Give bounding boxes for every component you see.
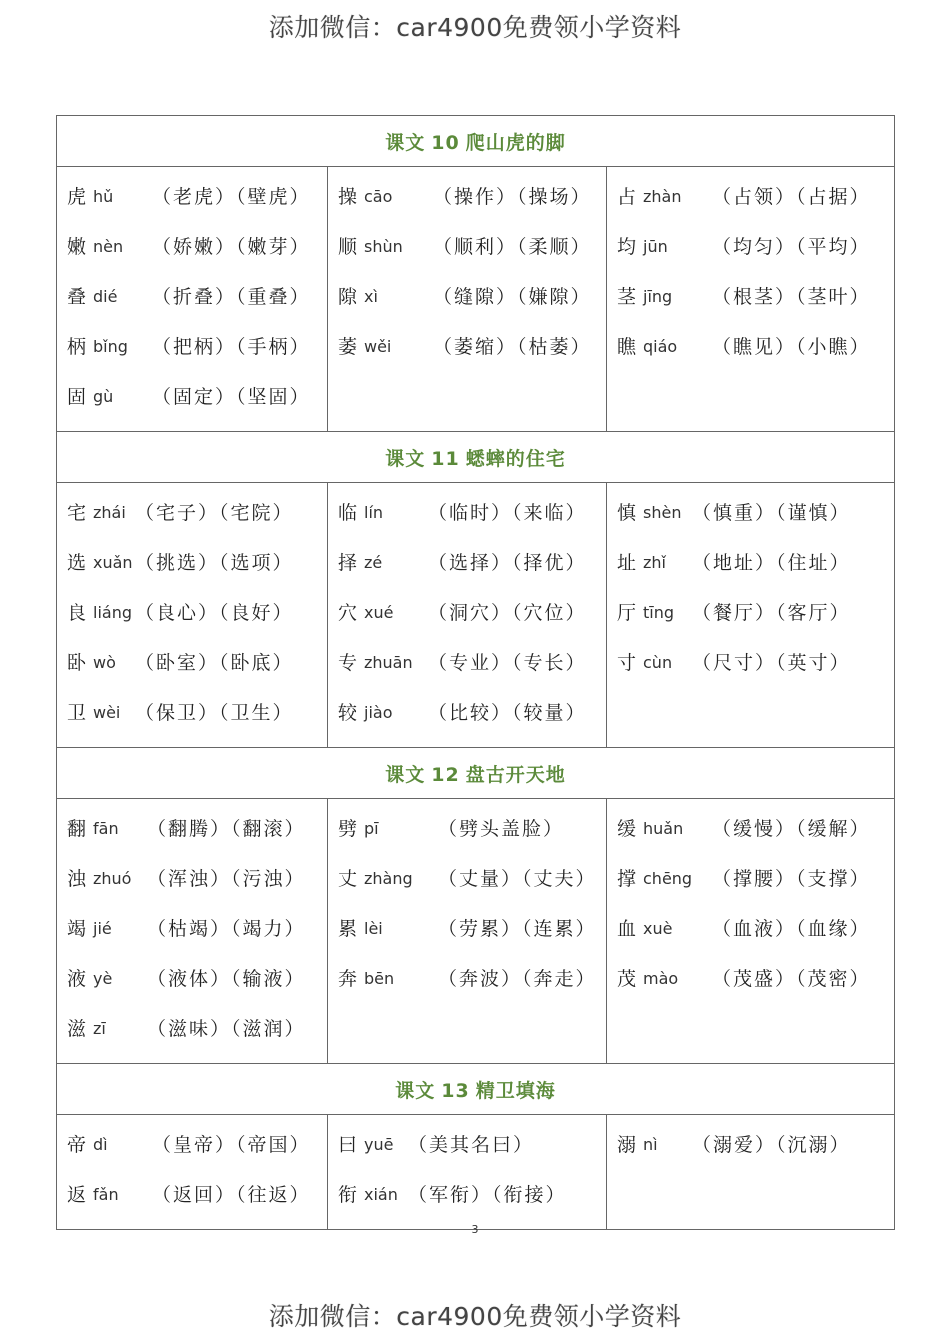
word-entry bbox=[328, 173, 606, 223]
example-words: （比较）（较量） bbox=[428, 702, 587, 724]
lesson-words-row bbox=[57, 1115, 895, 1230]
character: 卫 bbox=[67, 702, 87, 724]
word-entry bbox=[328, 955, 606, 1005]
character: 液 bbox=[67, 968, 87, 990]
character: 临 bbox=[338, 502, 358, 524]
example-words: （血液）（血缘） bbox=[712, 918, 871, 940]
pinyin: cāo bbox=[364, 187, 393, 206]
word-entry bbox=[57, 173, 327, 223]
word-entry bbox=[328, 1171, 606, 1221]
word-entry bbox=[328, 539, 606, 589]
example-words: （液体）（输液） bbox=[147, 968, 306, 990]
pinyin: cùn bbox=[643, 653, 673, 672]
pinyin: pī bbox=[364, 819, 379, 838]
character: 累 bbox=[338, 918, 358, 940]
word-entry bbox=[57, 639, 327, 689]
example-words: （缓慢）（缓解） bbox=[712, 818, 871, 840]
character: 占 bbox=[617, 186, 637, 208]
character: 瞧 bbox=[617, 336, 637, 358]
pinyin: shèn bbox=[643, 503, 682, 522]
pinyin: xì bbox=[364, 287, 378, 306]
character: 翻 bbox=[67, 818, 87, 840]
word-entry bbox=[607, 955, 894, 1005]
word-column bbox=[328, 483, 607, 748]
lesson-prefix: 课文 bbox=[385, 131, 426, 154]
pinyin: hǔ bbox=[93, 187, 114, 206]
character: 操 bbox=[338, 186, 358, 208]
example-words: （缝隙）（嫌隙） bbox=[433, 286, 592, 308]
character: 浊 bbox=[67, 868, 87, 890]
example-words: （军衔）（衔接） bbox=[408, 1184, 567, 1206]
pinyin: mào bbox=[643, 969, 679, 988]
character: 萎 bbox=[338, 336, 358, 358]
lesson-name: 蟋蟀的住宅 bbox=[465, 447, 566, 470]
example-words: （撑腰）（支撑） bbox=[712, 868, 871, 890]
pinyin: zhuó bbox=[93, 869, 132, 888]
word-entry bbox=[328, 905, 606, 955]
word-entry bbox=[328, 855, 606, 905]
word-entry bbox=[607, 323, 894, 373]
word-entry bbox=[57, 589, 327, 639]
character: 返 bbox=[67, 1184, 87, 1206]
pinyin: huǎn bbox=[643, 819, 684, 838]
pinyin: wěi bbox=[364, 337, 392, 356]
example-words: （娇嫩）（嫩芽） bbox=[152, 236, 311, 258]
character: 茂 bbox=[617, 968, 637, 990]
word-entry bbox=[607, 1121, 894, 1171]
word-entry bbox=[607, 589, 894, 639]
pinyin: nèn bbox=[93, 237, 124, 256]
pinyin: lín bbox=[364, 503, 384, 522]
word-entry bbox=[328, 489, 606, 539]
character: 选 bbox=[67, 552, 87, 574]
character: 血 bbox=[617, 918, 637, 940]
page-number: 3 bbox=[471, 1223, 479, 1236]
lesson-name: 盘古开天地 bbox=[465, 763, 566, 786]
word-entry bbox=[328, 323, 606, 373]
pinyin: yè bbox=[93, 969, 113, 988]
word-entry bbox=[57, 1121, 327, 1171]
pinyin: qiáo bbox=[643, 337, 678, 356]
example-words: （劳累）（连累） bbox=[438, 918, 597, 940]
lesson-title bbox=[57, 116, 895, 167]
example-words: （折叠）（重叠） bbox=[152, 286, 311, 308]
character: 竭 bbox=[67, 918, 87, 940]
word-entry bbox=[607, 223, 894, 273]
example-words: （洞穴）（穴位） bbox=[428, 602, 587, 624]
word-entry bbox=[328, 639, 606, 689]
word-entry bbox=[328, 689, 606, 739]
word-column bbox=[607, 167, 895, 432]
word-column bbox=[57, 799, 328, 1064]
character: 叠 bbox=[67, 286, 87, 308]
example-words: （茂盛）（茂密） bbox=[712, 968, 871, 990]
pinyin: jié bbox=[93, 919, 112, 938]
character: 丈 bbox=[338, 868, 358, 890]
example-words: （丈量）（丈夫） bbox=[438, 868, 597, 890]
example-words: （尺寸）（英寸） bbox=[692, 652, 851, 674]
word-entry bbox=[607, 539, 894, 589]
character: 劈 bbox=[338, 818, 358, 840]
pinyin: tīng bbox=[643, 603, 675, 622]
example-words: （瞧见）（小瞧） bbox=[712, 336, 871, 358]
watermark-top: 添加微信：car4900免费领小学资料 bbox=[268, 13, 682, 42]
pinyin: xué bbox=[364, 603, 394, 622]
example-words: （良心）（良好） bbox=[135, 602, 294, 624]
word-entry bbox=[57, 1171, 327, 1221]
word-entry bbox=[57, 805, 327, 855]
pinyin: xuǎn bbox=[93, 553, 133, 572]
pinyin: shùn bbox=[364, 237, 403, 256]
word-entry bbox=[328, 273, 606, 323]
word-column bbox=[57, 1115, 328, 1230]
character: 帝 bbox=[67, 1134, 87, 1156]
word-entry bbox=[57, 223, 327, 273]
pinyin: zī bbox=[93, 1019, 106, 1038]
lesson-number: 11 bbox=[431, 447, 460, 470]
lesson-name: 爬山虎的脚 bbox=[465, 131, 566, 154]
example-words: （美其名曰） bbox=[408, 1134, 535, 1156]
character: 撑 bbox=[617, 868, 637, 890]
pinyin: wèi bbox=[93, 703, 121, 722]
character: 虎 bbox=[67, 186, 87, 208]
pinyin: nì bbox=[643, 1135, 658, 1154]
pinyin: wò bbox=[93, 653, 116, 672]
character: 址 bbox=[617, 552, 637, 574]
pinyin: zhái bbox=[93, 503, 126, 522]
character: 良 bbox=[67, 602, 87, 624]
pinyin: fān bbox=[93, 819, 119, 838]
example-words: （地址）（住址） bbox=[692, 552, 851, 574]
character: 衔 bbox=[338, 1184, 358, 1206]
pinyin: lèi bbox=[364, 919, 383, 938]
word-column bbox=[328, 799, 607, 1064]
example-words: （皇帝）（帝国） bbox=[152, 1134, 311, 1156]
example-words: （老虎）（壁虎） bbox=[152, 186, 311, 208]
character: 固 bbox=[67, 386, 87, 408]
pinyin: xián bbox=[364, 1185, 398, 1204]
example-words: （占领）（占据） bbox=[712, 186, 871, 208]
character: 滋 bbox=[67, 1018, 87, 1040]
example-words: （操作）（操场） bbox=[433, 186, 592, 208]
lesson-title bbox=[57, 432, 895, 483]
word-entry bbox=[57, 489, 327, 539]
word-column bbox=[607, 1115, 895, 1230]
lesson-name: 精卫填海 bbox=[475, 1079, 556, 1102]
pinyin: zé bbox=[364, 553, 383, 572]
word-entry bbox=[607, 905, 894, 955]
example-words: （劈头盖脸） bbox=[438, 818, 565, 840]
word-entry bbox=[328, 223, 606, 273]
character: 奔 bbox=[338, 968, 358, 990]
example-words: （滋味）（滋润） bbox=[147, 1018, 306, 1040]
pinyin: liáng bbox=[93, 603, 132, 622]
pinyin: fǎn bbox=[93, 1185, 119, 1204]
word-entry bbox=[57, 323, 327, 373]
example-words: （浑浊）（污浊） bbox=[147, 868, 306, 890]
word-entry bbox=[57, 905, 327, 955]
word-column bbox=[607, 799, 895, 1064]
lesson-number: 10 bbox=[431, 131, 460, 154]
example-words: （保卫）（卫生） bbox=[135, 702, 294, 724]
lesson-title bbox=[57, 1064, 895, 1115]
character: 慎 bbox=[617, 502, 637, 524]
example-words: （临时）（来临） bbox=[428, 502, 587, 524]
character: 顺 bbox=[338, 236, 358, 258]
lesson-words-row bbox=[57, 483, 895, 748]
example-words: （卧室）（卧底） bbox=[135, 652, 294, 674]
pinyin: zhǐ bbox=[643, 553, 666, 572]
example-words: （均匀）（平均） bbox=[712, 236, 871, 258]
lesson-prefix: 课文 bbox=[385, 763, 426, 786]
character: 较 bbox=[338, 702, 358, 724]
example-words: （选择）（择优） bbox=[428, 552, 587, 574]
lesson-prefix: 课文 bbox=[395, 1079, 436, 1102]
word-column bbox=[57, 167, 328, 432]
example-words: （枯竭）（竭力） bbox=[147, 918, 306, 940]
example-words: （奔波）（奔走） bbox=[438, 968, 597, 990]
character: 择 bbox=[338, 552, 358, 574]
example-words: （慎重）（谨慎） bbox=[692, 502, 851, 524]
pinyin: bēn bbox=[364, 969, 395, 988]
word-entry bbox=[607, 173, 894, 223]
character: 隙 bbox=[338, 286, 358, 308]
pinyin: zhàng bbox=[364, 869, 413, 888]
character: 曰 bbox=[338, 1134, 358, 1156]
word-entry bbox=[328, 589, 606, 639]
pinyin: jiào bbox=[364, 703, 393, 722]
pinyin: jūn bbox=[643, 237, 668, 256]
character: 嫩 bbox=[67, 236, 87, 258]
character: 宅 bbox=[67, 502, 87, 524]
character: 专 bbox=[338, 652, 358, 674]
pinyin: jīng bbox=[643, 287, 673, 306]
character: 溺 bbox=[617, 1134, 637, 1156]
example-words: （挑选）（选项） bbox=[135, 552, 294, 574]
example-words: （翻腾）（翻滚） bbox=[147, 818, 306, 840]
example-words: （餐厅）（客厅） bbox=[692, 602, 851, 624]
word-entry bbox=[607, 805, 894, 855]
lesson-words-row bbox=[57, 799, 895, 1064]
word-entry bbox=[328, 1121, 606, 1171]
example-words: （根茎）（茎叶） bbox=[712, 286, 871, 308]
word-entry bbox=[328, 805, 606, 855]
character: 寸 bbox=[617, 652, 637, 674]
lesson-words-row bbox=[57, 167, 895, 432]
vocabulary-table bbox=[56, 115, 895, 1230]
word-entry bbox=[57, 1005, 327, 1055]
word-entry bbox=[57, 373, 327, 423]
character: 均 bbox=[617, 236, 637, 258]
character: 卧 bbox=[67, 652, 87, 674]
pinyin: yuē bbox=[364, 1135, 394, 1154]
watermark-bottom: 添加微信：car4900免费领小学资料 bbox=[268, 1302, 682, 1331]
word-entry bbox=[57, 273, 327, 323]
example-words: （返回）（往返） bbox=[152, 1184, 311, 1206]
pinyin: gù bbox=[93, 387, 114, 406]
example-words: （专业）（专长） bbox=[428, 652, 587, 674]
lesson-number: 13 bbox=[441, 1079, 470, 1102]
character: 厅 bbox=[617, 602, 637, 624]
word-entry bbox=[607, 489, 894, 539]
pinyin: zhuān bbox=[364, 653, 413, 672]
lesson-title bbox=[57, 748, 895, 799]
word-entry bbox=[607, 855, 894, 905]
word-column bbox=[607, 483, 895, 748]
example-words: （溺爱）（沉溺） bbox=[692, 1134, 851, 1156]
word-entry bbox=[607, 273, 894, 323]
character: 穴 bbox=[338, 602, 358, 624]
pinyin: xuè bbox=[643, 919, 673, 938]
pinyin: dié bbox=[93, 287, 118, 306]
pinyin: dì bbox=[93, 1135, 108, 1154]
example-words: （固定）（坚固） bbox=[152, 386, 311, 408]
pinyin: chēng bbox=[643, 869, 693, 888]
word-column bbox=[328, 1115, 607, 1230]
word-entry bbox=[57, 855, 327, 905]
character: 茎 bbox=[617, 286, 637, 308]
lesson-number: 12 bbox=[431, 763, 460, 786]
example-words: （萎缩）（枯萎） bbox=[433, 336, 592, 358]
word-entry bbox=[57, 955, 327, 1005]
word-column bbox=[328, 167, 607, 432]
character: 柄 bbox=[67, 336, 87, 358]
word-entry bbox=[57, 539, 327, 589]
pinyin: bǐng bbox=[93, 337, 128, 356]
word-entry bbox=[57, 689, 327, 739]
word-column bbox=[57, 483, 328, 748]
lesson-prefix: 课文 bbox=[385, 447, 426, 470]
example-words: （宅子）（宅院） bbox=[135, 502, 294, 524]
word-entry bbox=[607, 639, 894, 689]
example-words: （顺利）（柔顺） bbox=[433, 236, 592, 258]
character: 缓 bbox=[617, 818, 637, 840]
example-words: （把柄）（手柄） bbox=[152, 336, 311, 358]
pinyin: zhàn bbox=[643, 187, 682, 206]
